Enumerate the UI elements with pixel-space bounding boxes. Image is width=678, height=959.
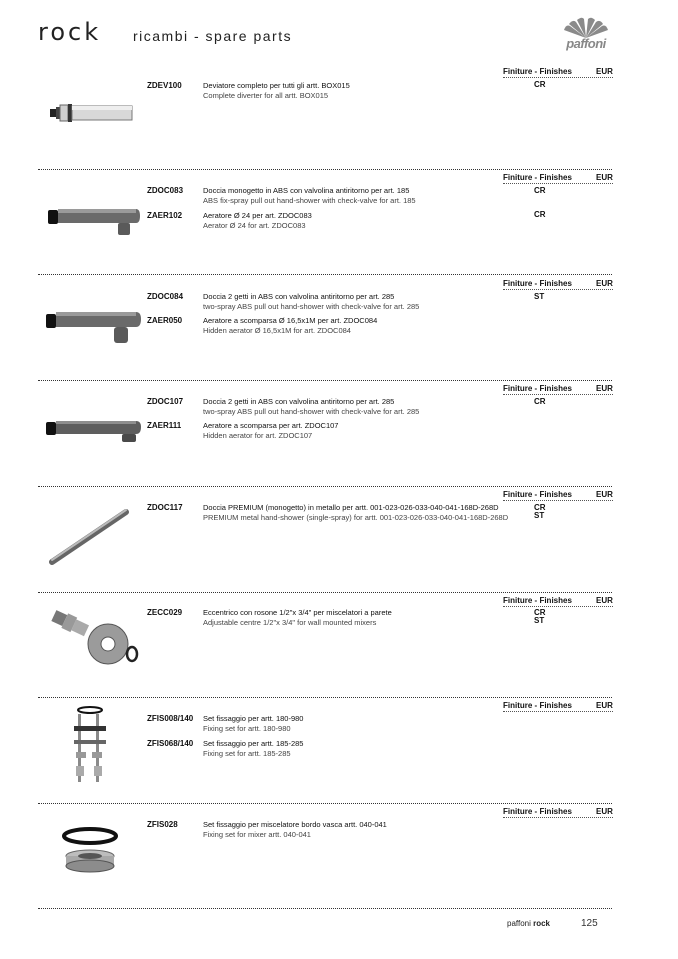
finishes-header: Finiture - Finishes — [503, 173, 572, 182]
section-divider — [38, 592, 612, 593]
description-en: Adjustable centre 1/2"x 3/4" for wall mounted mixers — [203, 617, 377, 627]
part-code: ZDEV100 — [147, 81, 182, 90]
column-divider — [503, 711, 613, 712]
description-it: Doccia 2 getti in ABS con valvolina antiritorno per art. 285 — [203, 397, 395, 406]
column-divider — [503, 77, 613, 78]
part-code: ZFIS008/140 — [147, 714, 194, 723]
eur-header: EUR — [596, 596, 613, 605]
finishes-header: Finiture - Finishes — [503, 67, 572, 76]
description-en: two-spray ABS pull out hand-shower with check-valve for art. 285 — [203, 406, 420, 416]
description-en: Aerator Ø 24 for art. ZDOC083 — [203, 220, 306, 230]
section-divider — [38, 169, 612, 170]
part-description — [203, 186, 513, 205]
footer-collection: rock — [533, 919, 551, 928]
footer-brand-name: paffoni — [507, 919, 531, 928]
section-divider — [38, 697, 612, 698]
description-en: Fixing set for artt. 180-980 — [203, 723, 291, 733]
part-description — [203, 421, 513, 440]
catalog-subtitle: ricambi - spare parts — [133, 28, 293, 44]
catalog-collection-title: rock — [38, 18, 102, 46]
part-code: ZDOC084 — [147, 292, 184, 301]
description-it: Set fissaggio per artt. 180-980 — [203, 714, 304, 723]
description-it: Aeratore Ø 24 per art. ZDOC083 — [203, 211, 312, 220]
part-code: ZAER111 — [147, 421, 182, 430]
description-it: Aeratore a scomparsa per art. ZDOC107 — [203, 421, 339, 430]
column-divider — [503, 183, 613, 184]
column-divider — [503, 394, 613, 395]
eur-header: EUR — [596, 279, 613, 288]
description-en: ABS fix-spray pull out hand-shower with check-valve for art. 185 — [203, 195, 416, 205]
finish-code: CR — [534, 397, 546, 406]
eur-header: EUR — [596, 384, 613, 393]
description-en: Hidden aerator for art. ZDOC107 — [203, 430, 313, 440]
eur-header: EUR — [596, 67, 613, 76]
finish-code: CR — [534, 210, 546, 219]
two-spray-hand-shower-image — [44, 306, 144, 346]
description-it: Set fissaggio per artt. 185-285 — [203, 739, 304, 748]
finish-code: ST — [534, 292, 545, 301]
finish-code: CR — [534, 608, 546, 617]
eur-header: EUR — [596, 173, 613, 182]
description-it: Eccentrico con rosone 1/2"x 3/4" per miscelatori a parete — [203, 608, 392, 617]
part-description — [203, 820, 513, 839]
part-description — [203, 739, 513, 758]
section-divider — [38, 380, 612, 381]
finishes-header: Finiture - Finishes — [503, 596, 572, 605]
description-it: Doccia 2 getti in ABS con valvolina antiritorno per art. 285 — [203, 292, 395, 301]
section-divider — [38, 803, 612, 804]
description-en: Hidden aerator Ø 16,5x1M for art. ZDOC084 — [203, 325, 351, 335]
finish-code: CR — [534, 503, 546, 512]
finishes-header: Finiture - Finishes — [503, 701, 572, 710]
description-en: Fixing set for mixer artt. 040-041 — [203, 829, 311, 839]
description-it: Aeratore a scomparsa Ø 16,5x1M per art. ZDOC084 — [203, 316, 378, 325]
description-it: Set fissaggio per miscelatore bordo vasca artt. 040-041 — [203, 820, 387, 829]
part-description — [203, 608, 513, 627]
section-divider — [38, 908, 612, 909]
eccentric-rosette-image — [44, 606, 140, 668]
page-number: 125 — [581, 918, 598, 929]
part-description — [203, 397, 513, 416]
part-description — [203, 81, 513, 100]
footer-brand — [507, 919, 550, 928]
part-code: ZDOC107 — [147, 397, 184, 406]
fan-logo-icon — [556, 16, 616, 38]
finish-code: CR — [534, 80, 546, 89]
paffoni-logo — [556, 16, 616, 52]
part-code: ZFIS028 — [147, 820, 178, 829]
part-description — [203, 211, 513, 230]
section-divider — [38, 486, 612, 487]
two-spray-hand-shower-image — [44, 414, 144, 444]
part-code: ZFIS068/140 — [147, 739, 194, 748]
finishes-header: Finiture - Finishes — [503, 384, 572, 393]
finishes-header: Finiture - Finishes — [503, 279, 572, 288]
diverter-image — [48, 96, 136, 128]
description-en: Complete diverter for all artt. BOX015 — [203, 90, 329, 100]
fixing-set-image — [70, 704, 110, 786]
finish-code: CR — [534, 186, 546, 195]
part-description — [203, 316, 513, 335]
hand-shower-image — [46, 204, 142, 238]
description-en: two-spray ABS pull out hand-shower with check-valve for art. 285 — [203, 301, 420, 311]
finish-code: ST — [534, 511, 545, 520]
description-it: Doccia monogetto in ABS con valvolina antiritorno per art. 185 — [203, 186, 410, 195]
description-it: Doccia PREMIUM (monogetto) in metallo per artt. 001-023-026-033-040-041-168D-268D — [203, 503, 499, 512]
part-code: ZAER050 — [147, 316, 183, 325]
part-code: ZAER102 — [147, 211, 183, 220]
finishes-header: Finiture - Finishes — [503, 490, 572, 499]
column-divider — [503, 817, 613, 818]
section-divider — [38, 274, 612, 275]
fixing-set-mixer-image — [58, 826, 122, 876]
eur-header: EUR — [596, 807, 613, 816]
description-en: Fixing set for artt. 185-285 — [203, 748, 291, 758]
column-divider — [503, 500, 613, 501]
description-en: PREMIUM metal hand-shower (single-spray) for artt. 001-023-026-033-040-041-168D-268D — [203, 512, 509, 522]
finish-code: ST — [534, 616, 545, 625]
eur-header: EUR — [596, 490, 613, 499]
part-description — [203, 503, 513, 522]
logo-wordmark: paffoni — [566, 36, 606, 51]
part-code: ZDOC117 — [147, 503, 183, 512]
part-code: ZECC029 — [147, 608, 183, 617]
column-divider — [503, 606, 613, 607]
part-code: ZDOC083 — [147, 186, 184, 195]
eur-header: EUR — [596, 701, 613, 710]
description-it: Deviatore completo per tutti gli artt. BOX015 — [203, 81, 350, 90]
premium-metal-hand-shower-image — [46, 506, 132, 568]
part-description — [203, 292, 513, 311]
part-description — [203, 714, 513, 733]
finishes-header: Finiture - Finishes — [503, 807, 572, 816]
column-divider — [503, 289, 613, 290]
